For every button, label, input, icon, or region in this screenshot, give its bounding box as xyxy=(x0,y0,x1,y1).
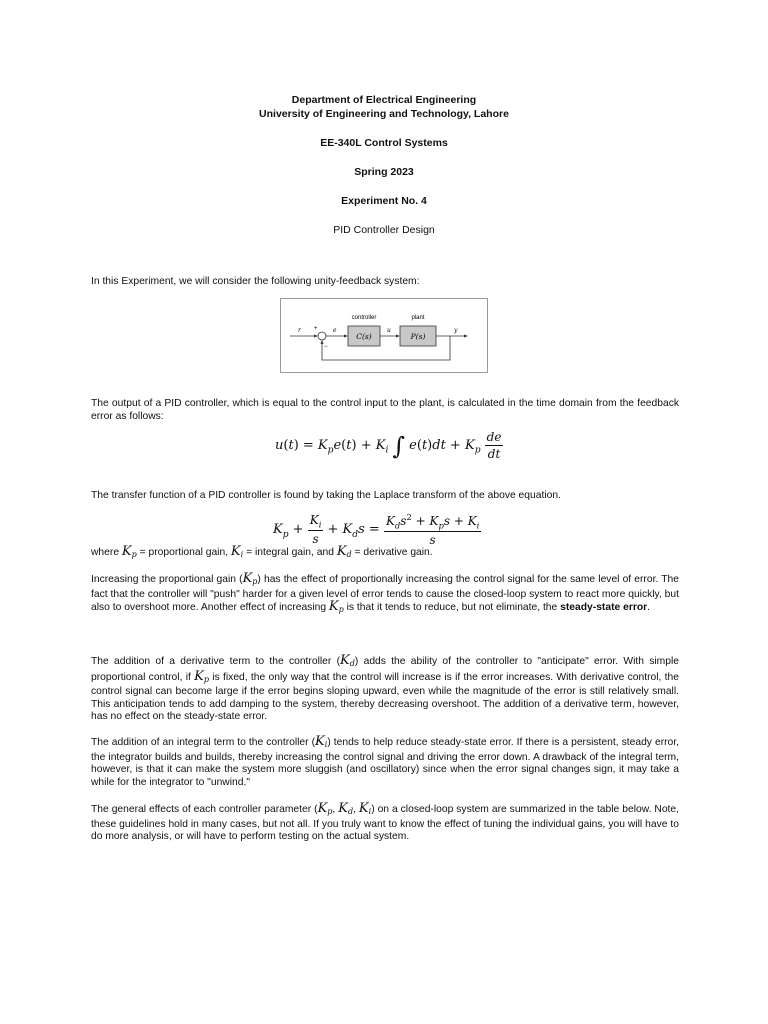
plant-label: plant xyxy=(411,315,425,321)
svg-text:e: e xyxy=(333,327,337,334)
svg-text:y: y xyxy=(454,327,458,334)
svg-text:r: r xyxy=(298,327,301,334)
pid-transfer-function-equation: $K_p$ + $\frac{K_i}{s}$ + $K_ds$ = $\frac{K_ds^2 + K_ps + K_i}{s}$ xyxy=(273,512,480,548)
controller-block-label: C(s) xyxy=(356,332,372,341)
feedback-block-diagram xyxy=(280,298,488,373)
integral-term-paragraph: The addition of an integral term to the controller (Ki) tends to help reduce steady-state error. If there is a persistent, steady error, the integrator builds and builds, thereby increasing the control signal and driving the error down. A drawback of the integral term, however, is that it can make the system more sluggish (and oscillatory) since when the error signal changes sign, it may take a while for the integrator to "unwind." xyxy=(91,734,679,788)
department-title: Department of Electrical Engineering xyxy=(291,94,477,106)
university-title: University of Engineering and Technology, Lahore xyxy=(259,108,509,120)
general-effects-paragraph: The general effects of each controller parameter (Kp, Kd, Ki) on a closed-loop system are summarized in the table below. Note, these guidelines hold in many cases, but not all. If you truly want to know the effect of tuning the individual gains, you will have to do more analysis, or will have to perform testing on the actual system. xyxy=(91,801,679,843)
semester: Spring 2023 xyxy=(354,166,414,178)
svg-text:−: − xyxy=(324,344,328,350)
svg-text:u: u xyxy=(387,327,391,334)
experiment-number: Experiment No. 4 xyxy=(341,195,427,207)
transfer-function-paragraph: The transfer function of a PID controller is found by taking the Laplace transform of the above equation. xyxy=(91,490,561,501)
plant-block-label: P(s) xyxy=(410,332,426,341)
gain-definitions: where Kp = proportional gain, Ki = integral gain, and Kd = derivative gain. xyxy=(91,544,433,559)
pid-output-paragraph: The output of a PID controller, which is equal to the control input to the plant, is calculated in the time domain from the feedback error as follows: xyxy=(91,398,679,422)
summing-junction xyxy=(318,332,326,340)
course-title: EE-340L Control Systems xyxy=(320,137,448,149)
experiment-title: PID Controller Design xyxy=(333,224,435,236)
pid-time-domain-equation: $u(t) = K_pe(t) + K_i$ ∫ $e(t)dt + K_p$ $\frac{de}{dt}$ xyxy=(275,430,502,461)
svg-text:+: + xyxy=(314,326,318,332)
proportional-gain-paragraph: Increasing the proportional gain (Kp) has the effect of proportionally increasing the control signal for the same level of error. The fact that the controller will "push" harder for a given level of error tends to cause the closed-loop system to react more quickly, but also to overshoot more. Another effect of increasing Kp is that it tends to reduce, but not eliminate, the steady-state error. xyxy=(91,571,679,615)
derivative-term-paragraph: The addition of a derivative term to the controller (Kd) adds the ability of the controller to "anticipate" error. With simple proportional control, if Kp is fixed, the only way that the control will increase is if the error increases. With derivative control, the control signal can become large if the error begins sloping upward, even while the magnitude of the error is still relatively small. This anticipation tends to add damping to the system, thereby decreasing overshoot. The addition of a derivative term, however, has no effect on the steady-state error. xyxy=(91,653,679,723)
controller-label: controller xyxy=(351,315,377,321)
intro-text: In this Experiment, we will consider the following unity-feedback system: xyxy=(91,276,420,287)
